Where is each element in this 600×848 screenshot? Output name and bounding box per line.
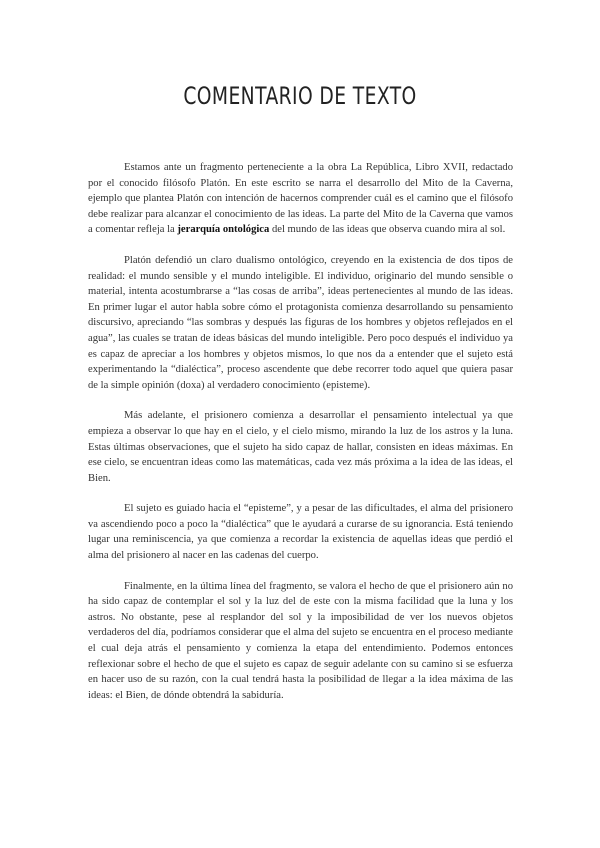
paragraph-conclusion: Finalmente, en la última línea del fragmento, se valora el hecho de que el prisionero aún no ha sido capaz de contemplar el sol y la luz del de este con la misma facilidad que la luna y los astros. No obstante, pese al resplandor del sol y la imposibilidad de ver los nuevos objetos verdaderos del día, podríamos considerar que el alma del sujeto se encuentra en el proceso mediante el cual deja atrás el pensamiento y comienza la etapa del entendimiento. Podemos entonces reflexionar sobre el hecho de que el sujeto es capaz de seguir adelante con su camino si se esfuerza en hacer uso de su razón, con la cual tendrá hasta la posibilidad de llegar a la idea máxima de las ideas: el Bien, de dónde obtendrá la sabiduría. <box>88 580 513 701</box>
paragraph-intellectual-thought: Más adelante, el prisionero comienza a desarrollar el pensamiento intelectual ya que empieza a observar lo que hay en el cielo, y el cielo mismo, mirando la luz de los astros y la luna. Estas últimas observaciones, que el sujeto ha sido capaz de hallar, consisten en ideas máximas. En ese cielo, se encuentran ideas como las matemáticas, cada vez más próxima a la idea de las ideas, el Bien. <box>88 410 513 484</box>
paragraph-intro-text-start: Estamos ante un fragmento perteneciente a la obra La República, Libro XVII, redactado por el conocido filósofo Platón. En este escrito se narra el desarrollo del Mito de la Caverna, ejemplo que plantea Platón con intención de hacernos comprender cuál es el camino que el filósofo debe realizar para alcanzar el conocimiento de las ideas. La parte del Mito de la Caverna que vamos a comentar refleja la <box>88 162 513 236</box>
paragraph-intro <box>88 160 513 238</box>
document-body <box>88 160 513 703</box>
page-title: COMENTARIO DE TEXTO <box>183 82 417 110</box>
paragraph-episteme: El sujeto es guiado hacia el “episteme”, y a pesar de las dificultades, el alma del prisionero va ascendiendo poco a poco la “dialéctica” que le ayudará a curarse de su ignorancia. Está teniendo lugar una reminiscencia, ya que comienza a recordar la existencia de aquellas ideas que perdió el alma del prisionero al nacer en las cadenas del cuerpo. <box>88 503 513 562</box>
paragraph-intro-text-end: del mundo de las ideas que observa cuando mira al sol. <box>269 224 506 236</box>
paragraph-dualism: Platón defendió un claro dualismo ontológico, creyendo en la existencia de dos tipos de realidad: el mundo sensible y el mundo inteligible. El individuo, originario del mundo sensible o material, intenta acostumbrarse a “las cosas de arriba”, ideas pertenecientes al mundo de las ideas. En primer lugar el autor habla sobre cómo el protagonista comienza desarrollando su pensamiento discursivo, apreciando “las sombras y después las figuras de los hombres y objetos reflejados en el agua”, las cuales se tratan de ideas básicas del mundo inteligible. Pero poco después el individuo ya es capaz de apreciar a los hombres y objetos mismos, lo que nos da a entender que el sujeto está experimentando la “dialéctica”, proceso ascendente que debe recorrer todo aquel que quiera pasar de la simple opinión (doxa) al verdadero conocimiento (episteme). <box>88 254 513 391</box>
bold-term: jerarquía ontológica <box>177 224 270 236</box>
